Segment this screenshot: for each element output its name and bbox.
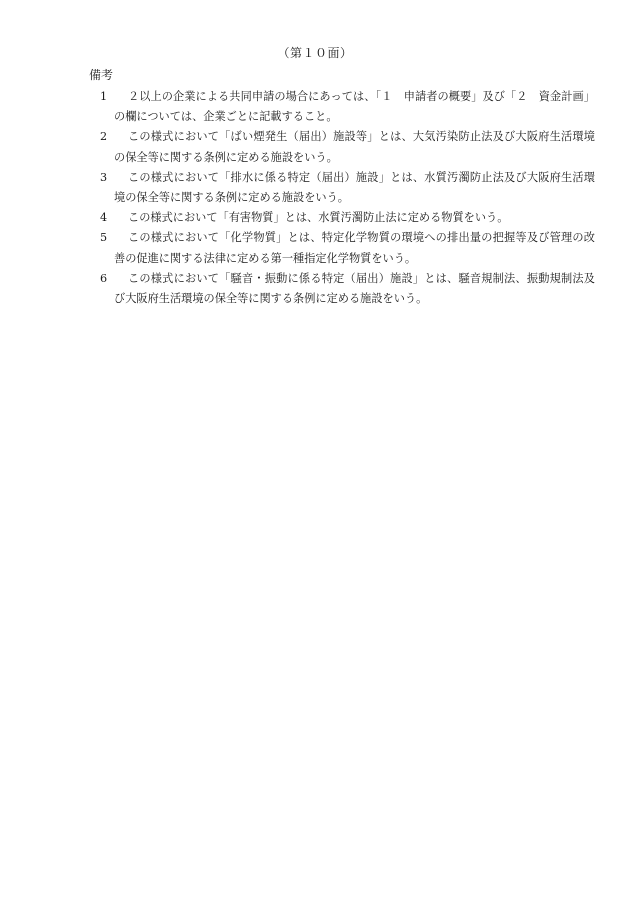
remark-number: 1 (100, 90, 108, 103)
remark-item-5 (100, 228, 595, 268)
remark-text: この様式において「ばい煙発生（届出）施設等」とは、大気汚染防止法及び大阪府生活環境の保全等に関する条例に定める施設をいう。 (114, 130, 595, 164)
remark-number: 4 (100, 211, 108, 225)
remarks-heading: 備考 (89, 68, 114, 82)
page-number-label: （第１０面） (277, 46, 353, 60)
remark-item-1 (100, 87, 595, 127)
remark-text: この様式において「化学物質」とは、特定化学物質の環境への排出量の把握等及び管理の改善の促進に関する法律に定める第一種指定化学物質をいう。 (114, 231, 595, 265)
remark-number: 5 (100, 231, 108, 245)
remark-number: 6 (100, 271, 108, 285)
remark-item-4 (100, 208, 595, 228)
remark-item-6 (100, 269, 595, 309)
remark-text: ２以上の企業による共同申請の場合にあっては、「１ 申請者の概要」及び「２ 資金計画」の欄については、企業ごとに記載すること。 (114, 90, 595, 124)
remark-text: この様式において「排水に係る特定（届出）施設」とは、水質汚濁防止法及び大阪府生活環境の保全等に関する条例に定める施設をいう。 (114, 170, 595, 205)
remark-number: 3 (100, 170, 108, 184)
remark-item-3 (100, 168, 595, 208)
remarks-list (100, 87, 595, 309)
remark-number: 2 (100, 130, 108, 144)
remark-item-2 (100, 127, 595, 167)
remark-text: この様式において「騒音・振動に係る特定（届出）施設」とは、騒音規制法、振動規制法及び大阪府生活環境の保全等に関する条例に定める施設をいう。 (114, 271, 595, 306)
remark-text: この様式において「有害物質」とは、水質汚濁防止法に定める物質をいう。 (128, 211, 509, 225)
